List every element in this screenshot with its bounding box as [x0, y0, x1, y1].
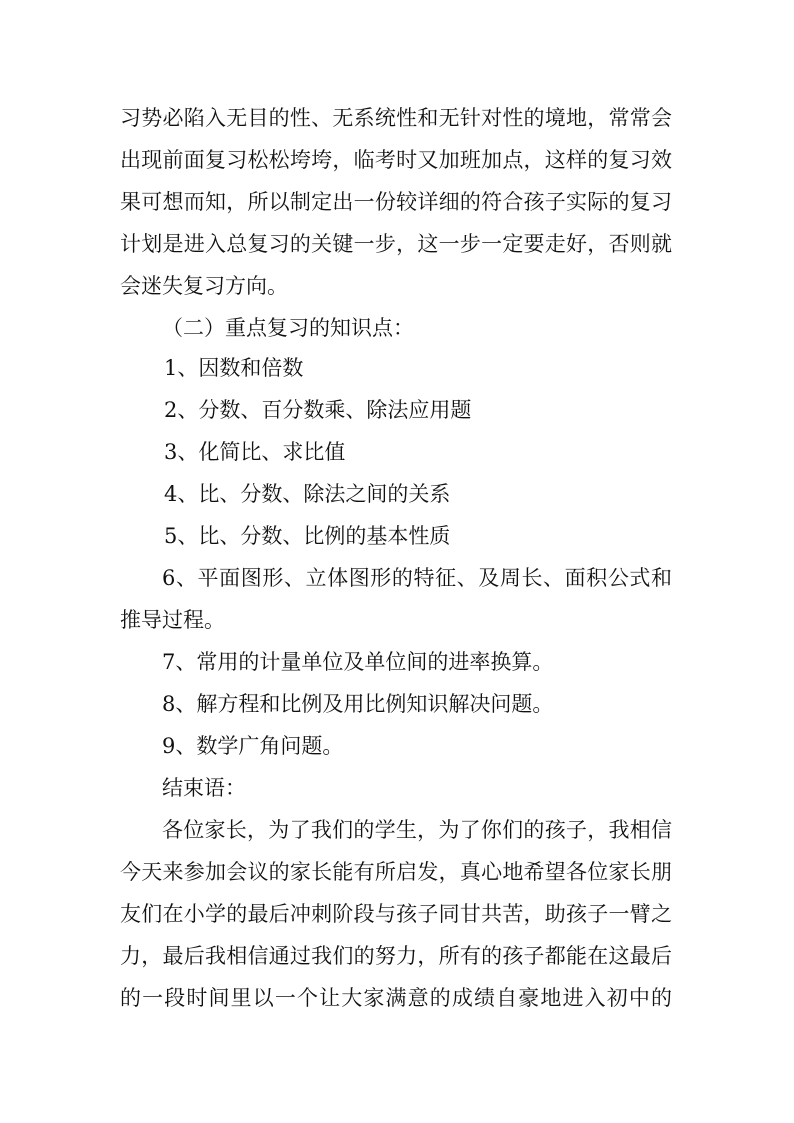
closing-text-line: 各位家长，为了我们的学生，为了你们的孩子，我相信 — [162, 818, 672, 842]
body-text-line: 会迷失复习方向。 — [120, 274, 288, 298]
section-heading: （二）重点复习的知识点： — [162, 316, 414, 340]
closing-text-line: 力，最后我相信通过我们的努力，所有的孩子都能在这最后 — [120, 944, 672, 968]
body-text-line: 出现前面复习松松垮垮，临考时又加班加点，这样的复习效 — [120, 148, 672, 172]
body-text-line: 果可想而知，所以制定出一份较详细的符合孩子实际的复习 — [120, 190, 672, 214]
list-item: 3、化简比、求比值 — [164, 440, 346, 464]
list-item: 7、常用的计量单位及单位间的进率换算。 — [162, 650, 554, 674]
list-item: 8、解方程和比例及用比例知识解决问题。 — [162, 692, 554, 716]
list-item: 4、比、分数、除法之间的关系 — [164, 482, 451, 506]
closing-text-line: 的一段时间里以一个让大家满意的成绩自豪地进入初中的 — [120, 986, 672, 1010]
list-item: 5、比、分数、比例的基本性质 — [164, 524, 451, 548]
closing-text-line: 今天来参加会议的家长能有所启发，真心地希望各位家长朋 — [120, 860, 672, 884]
closing-text-line: 友们在小学的最后冲刺阶段与孩子同甘共苦，助孩子一臂之 — [120, 902, 672, 926]
list-item-continuation: 推导过程。 — [120, 608, 225, 632]
body-text-line: 计划是进入总复习的关键一步，这一步一定要走好，否则就 — [120, 232, 672, 256]
closing-heading: 结束语： — [162, 776, 246, 800]
list-item: 1、因数和倍数 — [164, 356, 304, 380]
list-item: 9、数学广角问题。 — [162, 734, 344, 758]
list-item: 6、平面图形、立体图形的特征、及周长、面积公式和 — [162, 566, 672, 590]
body-text-line: 习势必陷入无目的性、无系统性和无针对性的境地，常常会 — [120, 106, 672, 130]
list-item: 2、分数、百分数乘、除法应用题 — [164, 398, 472, 422]
